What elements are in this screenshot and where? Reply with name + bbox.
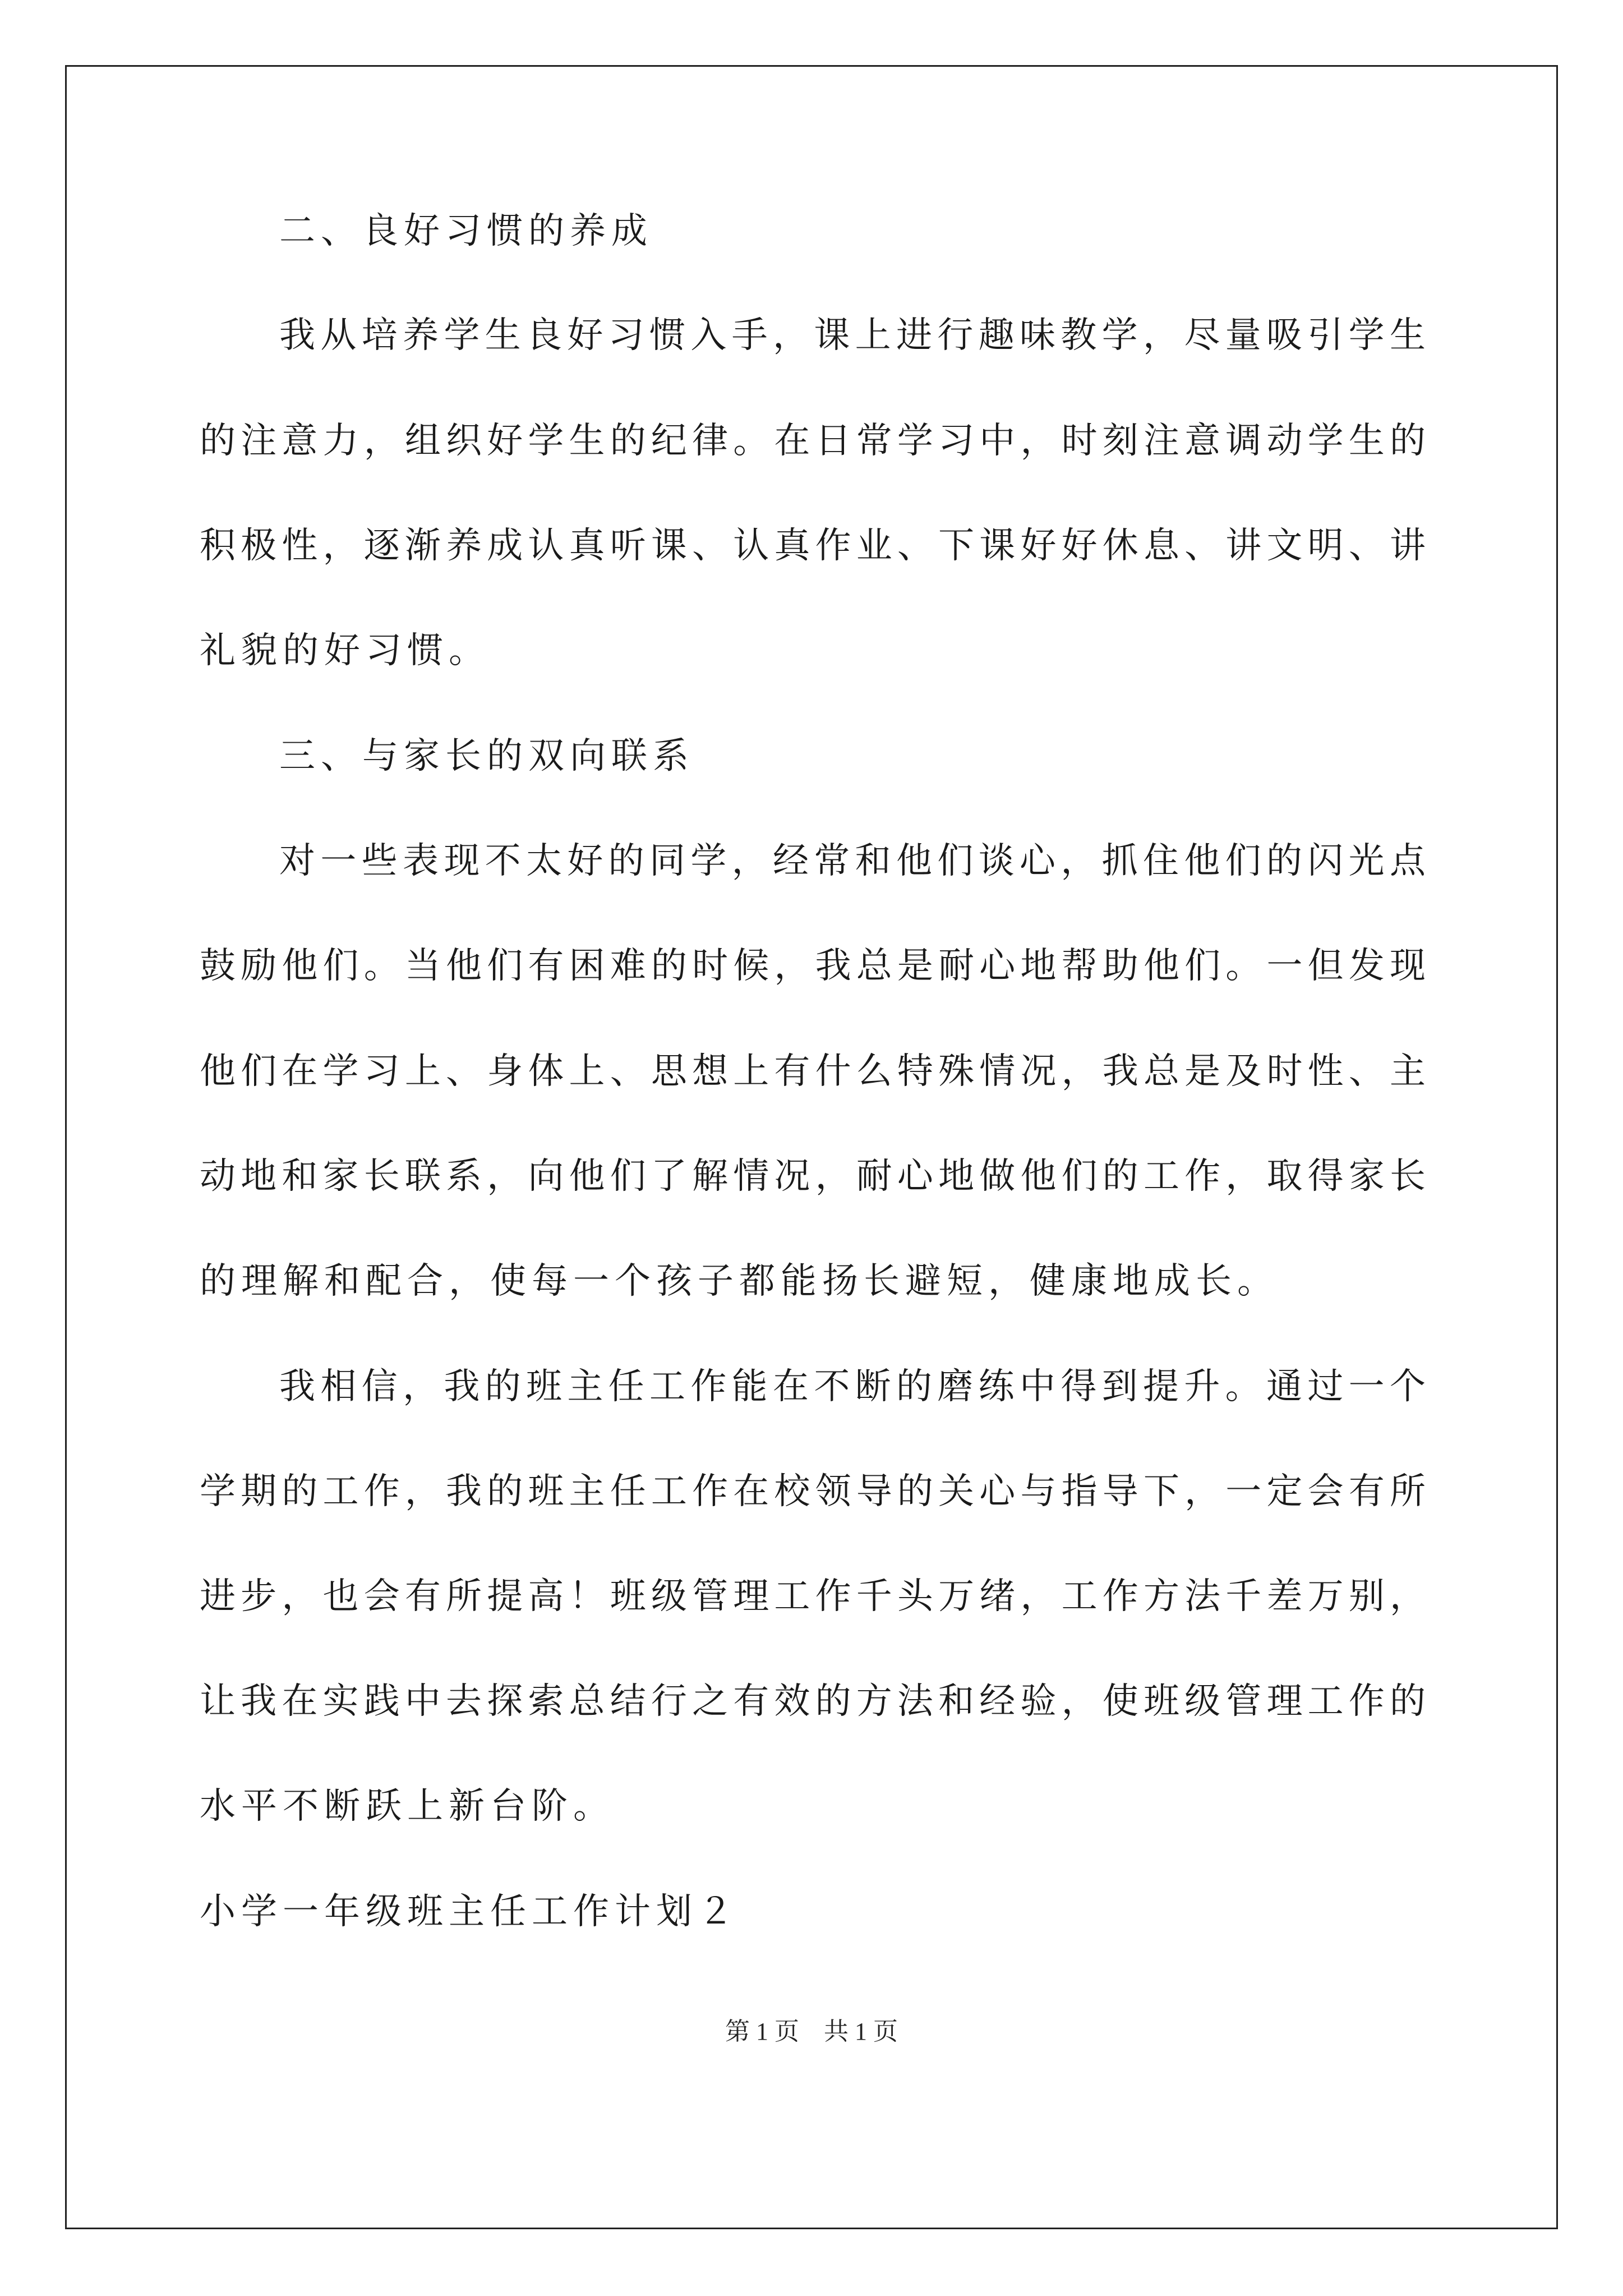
- page-number-footer: 第 1 页 共 1 页: [725, 2018, 898, 2045]
- paragraph-line: 学期的工作，我的班主任工作在校领导的关心与指导下，一定会有所: [200, 1471, 1426, 1512]
- paragraph-line: 我从培养学生良好习惯入手，课上进行趣味教学，尽量吸引学生: [279, 315, 1426, 356]
- heading-parent-contact: 三、与家长的双向联系: [279, 735, 694, 777]
- paragraph-line: 鼓励他们。当他们有困难的时候，我总是耐心地帮助他们。一但发现: [200, 945, 1426, 987]
- heading-good-habits: 二、良好习惯的养成: [279, 210, 653, 252]
- paragraph-line: 的理解和配合，使每一个孩子都能扬长避短，健康地成长。: [200, 1260, 1279, 1302]
- paragraph-line: 的注意力，组织好学生的纪律。在日常学习中，时刻注意调动学生的: [200, 420, 1426, 462]
- section-title: 小学一年级班主任工作计划２: [200, 1891, 739, 1932]
- paragraph-line: 让我在实践中去探索总结行之有效的方法和经验，使班级管理工作的: [200, 1681, 1426, 1722]
- paragraph-line: 动地和家长联系，向他们了解情况，耐心地做他们的工作，取得家长: [200, 1156, 1426, 1197]
- paragraph-line: 礼貌的好习惯。: [200, 630, 490, 671]
- paragraph-line: 积极性，逐渐养成认真听课、认真作业、下课好好休息、讲文明、讲: [200, 525, 1426, 567]
- paragraph-line: 对一些表现不太好的同学，经常和他们谈心，抓住他们的闪光点: [279, 840, 1426, 882]
- paragraph-line: 进步，也会有所提高！班级管理工作千头万绪，工作方法千差万别，: [200, 1576, 1426, 1617]
- paragraph-line: 我相信，我的班主任工作能在不断的磨练中得到提升。通过一个: [279, 1366, 1426, 1407]
- paragraph-line: 他们在学习上、身体上、思想上有什么特殊情况，我总是及时性、主: [200, 1051, 1426, 1092]
- paragraph-line: 水平不断跃上新台阶。: [200, 1786, 615, 1827]
